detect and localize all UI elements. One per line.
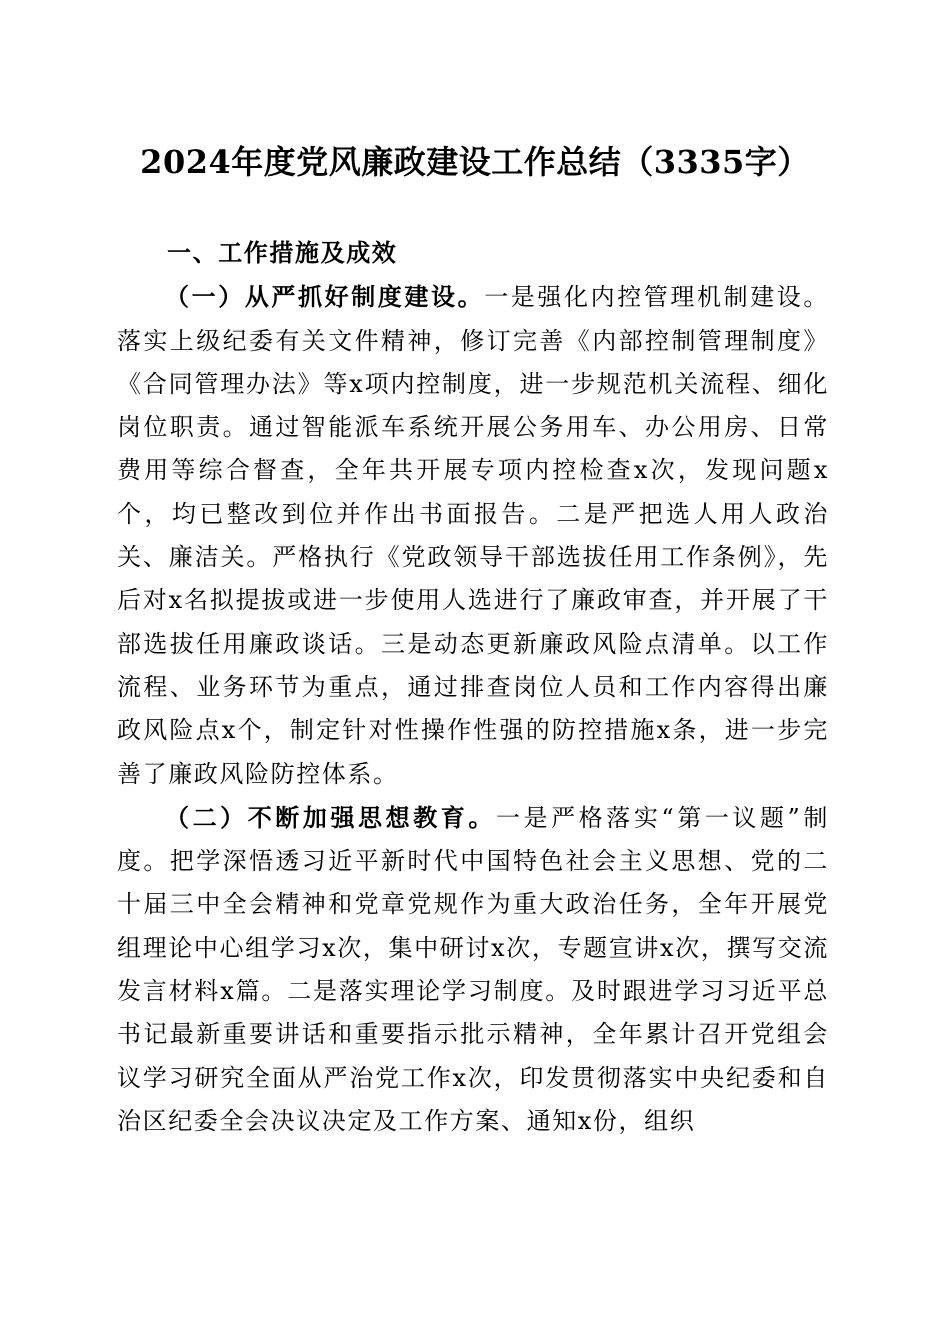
section-heading: 一、工作措施及成效 bbox=[167, 239, 398, 267]
paragraph-1-text: 一是强化内控管理机制建设。落实上级纪委有关文件精神，修订完善《内部控制管理制度》《合同管理办法》等x项内控制度，进一步规范机关流程、细化岗位职责。通过智能派车系统开展公务用车、办公用房、日常费用等综合督查，全年共开展专项内控检查x次，发现问题x个，均已整改到位并作出书面报告。二是严把选人用人政治关、廉洁关。严格执行《党政领导干部选拔任用工作条例》，先后对x名拟提拔或进一步使用人选进行了廉政审查，并开展了干部选拔任用廉政谈话。三是动态更新廉政风险点清单。以工作流程、业务环节为重点，通过排查岗位人员和工作内容得出廉政风险点x个，制定针对性操作性强的防控措施x条，进一步完善了廉政风险防控体系。 bbox=[117, 283, 829, 788]
paragraph-2-text: 一是严格落实“第一议题”制度。把学深悟透习近平新时代中国特色社会主义思想、党的二十届三中全会精神和党章党规作为重大政治任务，全年开展党组理论中心组学习x次，集中研讨x次，专题宣讲x次，撰写交流发言材料x篇。二是落实理论学习制度。及时跟进学习习近平总书记最新重要讲话和重要指示批示精神，全年累计召开党组会议学习研究全面从严治党工作x次，印发贯彻落实中央纪委和自治区纪委全会决议决定及工作方案、通知x份，组织 bbox=[117, 803, 830, 1135]
document-body bbox=[117, 232, 829, 1143]
paragraph-2 bbox=[117, 796, 829, 1143]
document-title: 2024年度党风廉政建设工作总结（3335字） bbox=[140, 143, 810, 181]
paragraph-1 bbox=[117, 275, 829, 796]
paragraph-2-lead: （二）不断加强思想教育。 bbox=[165, 802, 496, 832]
paragraph-1-lead: （一）从严抓好制度建设。 bbox=[165, 282, 485, 312]
